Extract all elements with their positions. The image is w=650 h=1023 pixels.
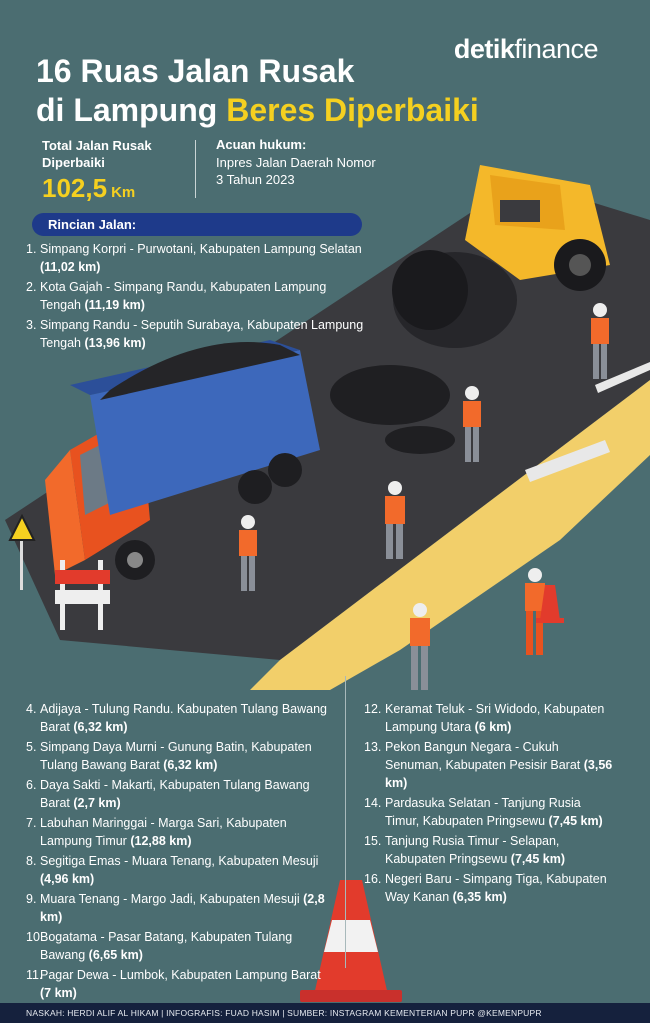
list-divider (345, 676, 346, 968)
road-list-top (26, 240, 366, 354)
page-title (36, 52, 479, 130)
total-label: Total Jalan Rusak Diperbaiki (42, 138, 152, 170)
section-label: Rincian Jalan: (32, 213, 362, 236)
road-item-length: (7,45 km) (510, 852, 565, 866)
road-item-name: Kota Gajah - Simpang Randu, Kabupaten Lampung Tengah (40, 280, 327, 312)
road-item (26, 776, 331, 812)
road-item-number: 9. (26, 892, 37, 906)
road-item-number: 11. (26, 968, 43, 982)
brand-logo-rest: finance (514, 34, 598, 64)
road-item-name: Muara Tenang - Margo Jadi, Kabupaten Mesuji (40, 892, 300, 906)
title-line2-plain: di Lampung (36, 92, 227, 128)
road-item-name: Segitiga Emas - Muara Tenang, Kabupaten Mesuji (40, 854, 319, 868)
road-item-name: Daya Sakti - Makarti, Kabupaten Tulang Bawang Barat (40, 778, 310, 810)
road-item-length: (3,56 km) (385, 758, 613, 790)
road-item-number: 6. (26, 778, 37, 792)
legal-text: Inpres Jalan Daerah Nomor 3 Tahun 2023 (216, 155, 376, 187)
total-value (42, 173, 135, 204)
road-item-number: 2. (26, 280, 37, 294)
road-item (26, 316, 366, 352)
stat-divider (195, 140, 196, 198)
road-item-length: (6,65 km) (88, 948, 143, 962)
road-item-number: 1. (26, 242, 37, 256)
road-item-name: Tanjung Rusia Timur - Selapan, Kabupaten Pringsewu (385, 834, 560, 866)
road-item-number: 15. (364, 834, 382, 848)
road-item-length: (12,88 km) (130, 834, 192, 848)
road-item (26, 890, 331, 926)
road-item-name: Negeri Baru - Simpang Tiga, Kabupaten Way Kanan (385, 872, 607, 904)
road-item-length: (2,7 km) (73, 796, 121, 810)
brand-logo-bold: detik (453, 34, 515, 64)
road-item (26, 852, 331, 888)
road-item-length: (2,8 km) (40, 892, 325, 924)
asphalt-pile (385, 426, 455, 454)
road-item (26, 278, 366, 314)
road-item-name: Keramat Teluk - Sri Widodo, Kabupaten Lampung Utara (385, 702, 605, 734)
road-item-name: Pagar Dewa - Lumbok, Kabupaten Lampung Barat (40, 968, 321, 982)
road-item-number: 13. (364, 740, 382, 754)
asphalt-pile (330, 365, 450, 425)
road-item-number: 14. (364, 796, 382, 810)
road-item-number: 5. (26, 740, 37, 754)
road-item-length: (6,35 km) (452, 890, 507, 904)
road-item (364, 870, 614, 906)
road-item-length: (6 km) (474, 720, 512, 734)
road-item-name: Pardasuka Selatan - Tanjung Rusia Timur, Kabupaten Pringsewu (385, 796, 581, 828)
road-item-length: (6,32 km) (163, 758, 218, 772)
title-line2 (36, 91, 479, 130)
road-list-left (26, 700, 331, 1004)
road-item-length: (11,02 km) (40, 260, 101, 274)
road-item (26, 738, 331, 774)
legal-label: Acuan hukum: (216, 137, 307, 152)
road-item-length: (11,19 km) (84, 298, 145, 312)
road-item-name: Simpang Korpri - Purwotani, Kabupaten Lampung Selatan (40, 242, 362, 256)
road-list-right (364, 700, 614, 908)
credits-footer: NASKAH: HERDI ALIF AL HIKAM | INFOGRAFIS: FUAD HASIM | SUMBER: INSTAGRAM KEMENTERIAN PUPR @KEMENPUPR (0, 1003, 650, 1023)
road-item-number: 10. (26, 930, 44, 944)
road-item-name: Bogatama - Pasar Batang, Kabupaten Tulang Bawang (40, 930, 293, 962)
road-item (26, 240, 366, 276)
road-item (26, 966, 331, 1002)
title-line1: 16 Ruas Jalan Rusak (36, 53, 355, 89)
road-item (26, 814, 331, 850)
road-item-name: Adijaya - Tulung Randu. Kabupaten Tulang Bawang Barat (40, 702, 328, 734)
total-value-unit: Km (111, 184, 136, 201)
road-item-number: 4. (26, 702, 37, 716)
road-item-length: (7 km) (40, 986, 77, 1000)
road-item-name: Simpang Randu - Seputih Surabaya, Kabupaten Lampung Tengah (40, 318, 364, 350)
road-item-name: Pekon Bangun Negara - Cukuh Senuman, Kabupaten Pesisir Barat (385, 740, 581, 772)
road-item (364, 832, 614, 868)
road-item-length: (13,96 km) (84, 336, 146, 350)
road-item-number: 12. (364, 702, 382, 716)
road-item-number: 3. (26, 318, 37, 332)
road-item (26, 700, 331, 736)
road-item (364, 700, 614, 736)
road-item (364, 794, 614, 830)
road-item-name: Labuhan Maringgai - Marga Sari, Kabupaten Lampung Timur (40, 816, 287, 848)
road-item-name: Simpang Daya Murni - Gunung Batin, Kabupaten Tulang Bawang Barat (40, 740, 312, 772)
road-item-number: 7. (26, 816, 37, 830)
road-item-number: 8. (26, 854, 37, 868)
road-item-length: (6,32 km) (73, 720, 128, 734)
road-item (364, 738, 614, 792)
total-value-number: 102,5 (42, 173, 108, 203)
road-item-length: (7,45 km) (548, 814, 603, 828)
title-line2-highlight: Beres Diperbaiki (226, 92, 479, 128)
road-item-number: 16. (364, 872, 382, 886)
road-item (26, 928, 331, 964)
road-item-length: (4,96 km) (40, 872, 95, 886)
